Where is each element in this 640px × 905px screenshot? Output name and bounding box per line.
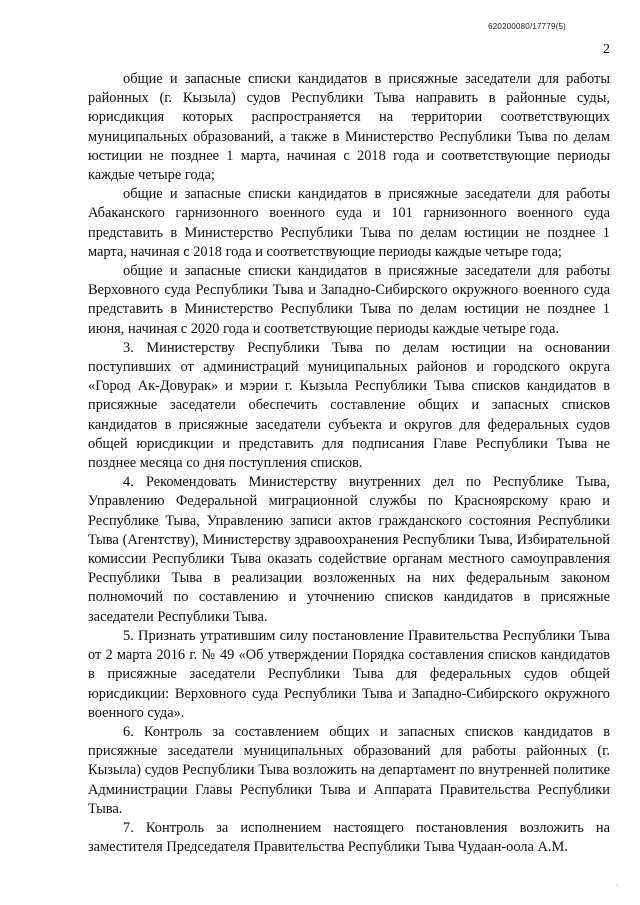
document-body	[88, 70, 610, 857]
page-number: 2	[603, 42, 610, 57]
paragraph-item-6: 6. Контроль за составлением общих и запасных списков кандидатов в присяжные заседатели муниципальных образований для работы районных (г. Кызыла) судов Республики Тыва возложить на департамент по внутренней политике Администрации Главы Республики Тыва и Аппарата Правительства Республики Тыва.	[88, 723, 610, 817]
scan-mark: '	[614, 883, 623, 889]
paragraph-lists-garrison-courts: общие и запасные списки кандидатов в присяжные заседатели для работы Абаканского гарнизонного военного суда и 101 гарнизонного военного суда представить в Министерство Республики Тыва по делам юстиции не позднее 1 марта, начиная с 2018 года и соответствующие периоды каждые четыре года;	[88, 186, 610, 260]
paragraph-lists-district-courts: общие и запасные списки кандидатов в присяжные заседатели для работы районных (г. Кызыла) судов Республики Тыва направить в районные суды, юрисдикция которых распространяется на территории соответствующих муниципальных образований, а также в Министерство Республики Тыва по делам юстиции не позднее 1 марта, начиная с 2018 года и соответствующие периоды каждые четыре года;	[88, 71, 610, 184]
paragraph-item-5: 5. Признать утратившим силу постановление Правительства Республики Тыва от 2 марта 2016 г. № 49 «Об утверждении Порядка составления списков кандидатов в присяжные заседатели Республики Тыва для федеральных судов общей юрисдикции: Верховного суда Республики Тыва и Западно-Сибирского окружного военного суда».	[88, 627, 610, 721]
paragraph-item-7: 7. Контроль за исполнением настоящего постановления возложить на заместителя Председателя Правительства Республики Тыва Чудаан-оола А.М.	[88, 819, 610, 856]
paragraph-item-4: 4. Рекомендовать Министерству внутренних дел по Республике Тыва, Управлению Федеральной миграционной службы по Красноярскому краю и Республике Тыва, Управлению записи актов гражданского состояния Республики Тыва (Агентству), Министерству здравоохранения Республики Тыва, Избирательной комиссии Республики Тыва оказать содействие органам местного самоуправления Республики Тыва в реализации возложенных на них федеральным законом полномочий по составлению и уточнению списков кандидатов в присяжные заседатели Республики Тыва.	[88, 474, 610, 625]
paragraph-lists-supreme-court: общие и запасные списки кандидатов в присяжные заседатели для работы Верховного суда Республики Тыва и Западно-Сибирского окружного военного суда представить в Министерство Республики Тыва по делам юстиции не позднее 1 июня, начиная с 2020 года и соответствующие периоды каждые четыре года.	[88, 263, 610, 337]
paragraph-item-3: 3. Министерству Республики Тыва по делам юстиции на основании поступивших от администраций муниципальных районов и городского округа «Город Ак-Довурак» и мэрии г. Кызыла Республики Тыва списков кандидатов в присяжные заседатели обеспечить составление общих и запасных списков кандидатов в присяжные заседатели субъекта и округов для федеральных судов общей юрисдикции и представить для подписания Главе Республики Тыва не позднее месяца со дня поступления списков.	[88, 339, 610, 472]
document-id: 620200080/17779(5)	[488, 22, 566, 31]
